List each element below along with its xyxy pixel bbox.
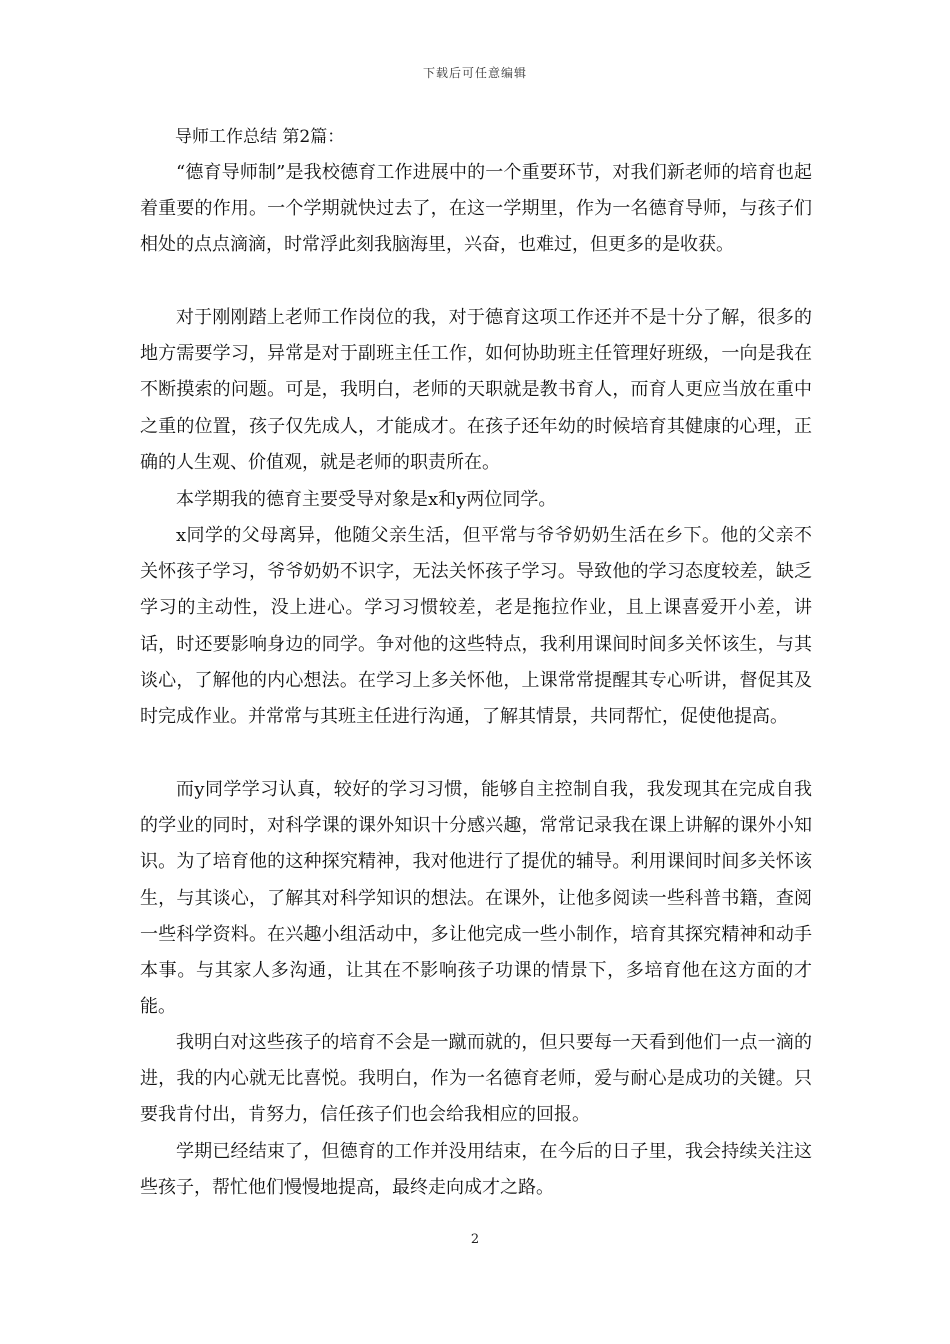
paragraph-2: 对于刚刚踏上老师工作岗位的我，对于德育这项工作还并不是十分了解，很多的地方需要学习，异常是对于副班主任工作，如何协助班主任管理好班级，一向是我在不断摸索的问题。可是，我明白，老师的天职就是教书育人，而育人更应当放在重中之重的位置，孩子仅先成人，才能成才。在孩子还年幼的时候培育其健康的心理，正确的人生观、价值观，就是老师的职责所在。 <box>140 307 812 473</box>
paragraph-5: 而y同学学习认真，较好的学习习惯，能够自主控制自我，我发现其在完成自我的学业的同时，对科学课的课外知识十分感兴趣，常常记录我在课上讲解的课外小知识。为了培育他的这种探究精神，我对他进行了提优的辅导。利用课间时间多关怀该生，与其谈心，了解其对科学知识的想法。在课外，让他多阅读一些科普书籍，查阅一些科学资料。在兴趣小组活动中，多让他完成一些小制作，培育其探究精神和动手本事。与其家人多沟通，让其在不影响孩子功课的情景下，多培育他在这方面的才能。 <box>140 779 812 1018</box>
paragraph-1: “德育导师制”是我校德育工作进展中的一个重要环节，对我们新老师的培育也起着重要的作用。一个学期就快过去了，在这一学期里，作为一名德育导师，与孩子们相处的点点滴滴，时常浮此刻我脑海里，兴奋，也难过，但更多的是收获。 <box>140 162 812 256</box>
page-number: 2 <box>470 1232 480 1247</box>
paragraph-3: 本学期我的德育主要受导对象是x和y两位同学。 <box>176 489 557 510</box>
paragraph-6: 我明白对这些孩子的培育不会是一蹴而就的，但只要每一天看到他们一点一滴的进，我的内心就无比喜悦。我明白，作为一名德育老师，爱与耐心是成功的关键。只要我肯付出，肯努力，信任孩子们也会给我相应的回报。 <box>140 1032 812 1126</box>
paragraph-4: x同学的父母离异，他随父亲生活，但平常与爷爷奶奶生活在乡下。他的父亲不关怀孩子学习，爷爷奶奶不识字，无法关怀孩子学习。导致他的学习态度较差，缺乏学习的主动性，没上进心。学习习惯较差，老是拖拉作业，且上课喜爱开小差，讲话，时还要影响身边的同学。争对他的这些特点，我利用课间时间多关怀该生，与其谈心，了解他的内心想法。在学习上多关怀他，上课常常提醒其专心听讲，督促其及时完成作业。并常常与其班主任进行沟通，了解其情景，共同帮忙，促使他提高。 <box>140 525 812 728</box>
page-header: 下载后可任意编辑 <box>422 66 527 80</box>
document-title: 导师工作总结 第2篇： <box>175 127 345 147</box>
paragraph-7: 学期已经结束了，但德育的工作并没用结束，在今后的日子里，我会持续关注这些孩子，帮忙他们慢慢地提高，最终走向成才之路。 <box>140 1141 812 1199</box>
